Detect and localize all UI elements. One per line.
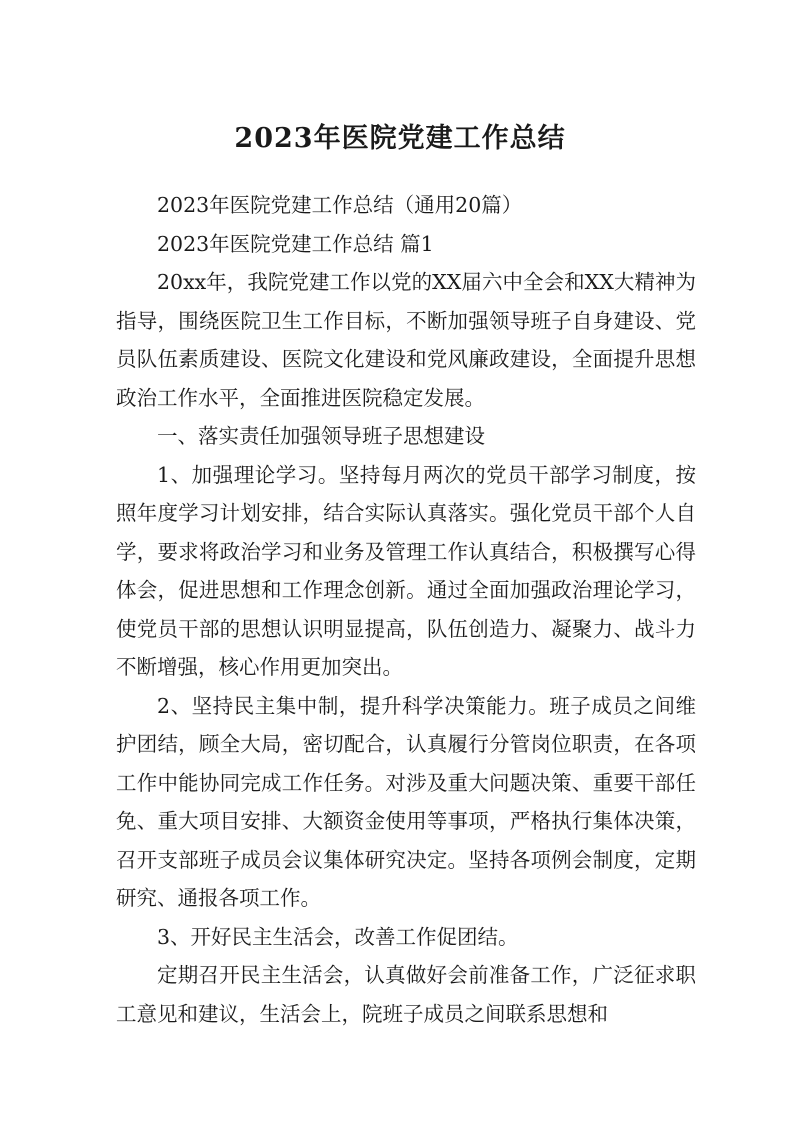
document-body: [116, 186, 696, 1033]
paragraph-subtitle: 2023年医院党建工作总结（通用20篇）: [157, 193, 523, 217]
paragraph-item-3-body: 定期召开民主生活会，认真做好会前准备工作，广泛征求职工意见和建议，生活会上，院班子成员之间联系思想和: [116, 963, 696, 1026]
paragraph-section-heading: 2023年医院党建工作总结 篇1: [157, 231, 434, 256]
paragraph-item-2: 2、坚持民主集中制，提升科学决策能力。班子成员之间维护团结，顾全大局，密切配合，认真履行分管岗位职责，在各项工作中能协同完成工作任务。对涉及重大问题决策、重要干部任免、重大项目安排、大额资金使用等事项，严格执行集体决策，召开支部班子成员会议集体研究决定。坚持各项例会制度，定期研究、通报各项工作。: [116, 693, 696, 910]
paragraph-intro: 20xx年，我院党建工作以党的XX届六中全会和XX大精神为指导，围绕医院卫生工作目标，不断加强领导班子自身建设、党员队伍素质建设、医院文化建设和党风廉政建设，全面提升思想政治工作水平，全面推进医院稳定发展。: [116, 270, 696, 410]
paragraph-heading-one: 一、落实责任加强领导班子思想建设: [157, 424, 485, 448]
paragraph-item-1: 1、加强理论学习。坚持每月两次的党员干部学习制度，按照年度学习计划安排，结合实际认真落实。强化党员干部个人自学，要求将政治学习和业务及管理工作认真结合，积极撰写心得体会，促进思想和工作理念创新。通过全面加强政治理论学习，使党员干部的思想认识明显提高，队伍创造力、凝聚力、战斗力不断增强，核心作用更加突出。: [116, 462, 696, 679]
document-title: 2023年医院党建工作总结: [234, 123, 566, 155]
paragraph-item-3: 3、开好民主生活会，改善工作促团结。: [157, 924, 519, 949]
